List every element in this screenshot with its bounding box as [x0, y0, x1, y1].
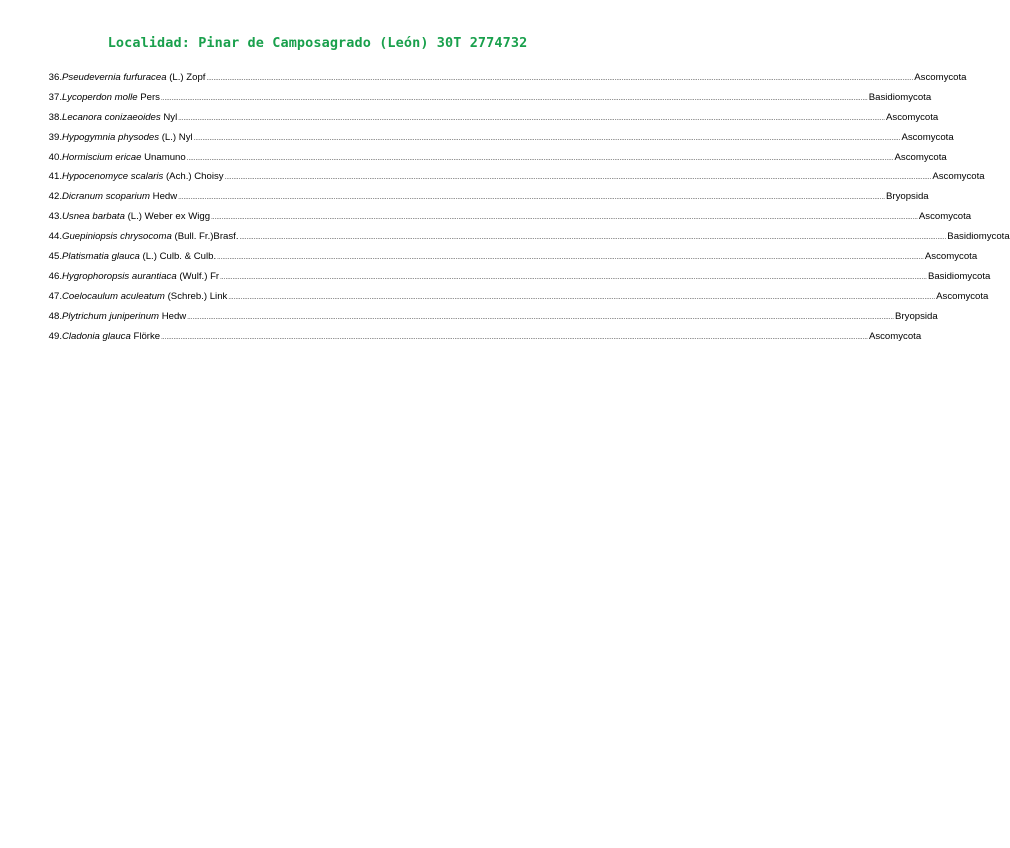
- species-name: [62, 148, 186, 168]
- entry-number: 45.: [48, 251, 62, 263]
- scientific-name: Lecanora conizaeoides: [62, 111, 161, 123]
- list-item: [40, 227, 1010, 247]
- entry-number: 47.: [48, 290, 62, 302]
- author-name: (Schreb.) Link: [164, 290, 228, 302]
- author-name: (Wulf.) Fr: [176, 270, 220, 282]
- list-item: [40, 68, 967, 88]
- taxon-group: Basidiomycota: [947, 231, 1010, 243]
- dot-leader: ................................................................................................................................................................................................................................................................................................................................................................................................................: [178, 115, 886, 122]
- dot-leader: ................................................................................................................................................................................................................................................................................................................................................................................................................: [217, 255, 924, 262]
- entry-number: 37.: [48, 91, 62, 103]
- entry-number: 48.: [48, 310, 62, 322]
- author-name: (L.) Weber ex Wigg: [124, 211, 211, 223]
- species-name: [62, 327, 160, 347]
- list-item: [40, 88, 932, 108]
- species-name: [62, 207, 210, 227]
- author-name: (Bull. Fr.)Brasf.: [171, 231, 239, 243]
- author-name: (L.) Nyl: [159, 131, 193, 143]
- dot-leader: ................................................................................................................................................................................................................................................................................................................................................................................................................: [224, 175, 932, 182]
- species-name: [62, 88, 160, 108]
- dot-leader: ................................................................................................................................................................................................................................................................................................................................................................................................................: [220, 274, 927, 281]
- dot-leader: ................................................................................................................................................................................................................................................................................................................................................................................................................: [206, 76, 914, 82]
- list-item: [40, 307, 938, 327]
- scientific-name: Lycoperdon molle: [62, 91, 138, 103]
- scientific-name: Pseudevernia furfuracea: [62, 72, 167, 83]
- taxon-group: Basidiomycota: [868, 91, 932, 103]
- taxon-group: Ascomycota: [886, 111, 939, 123]
- list-item: [40, 327, 922, 347]
- author-name: Nyl: [160, 111, 178, 123]
- species-name: [62, 128, 193, 148]
- taxon-group: Ascomycota: [918, 211, 972, 223]
- author-name: Unamuno: [141, 151, 186, 163]
- entry-number: 41.: [48, 171, 62, 183]
- dot-leader: ................................................................................................................................................................................................................................................................................................................................................................................................................: [228, 294, 936, 301]
- list-item: [40, 148, 947, 168]
- entry-number: 38.: [48, 111, 62, 123]
- entry-number: 42.: [48, 191, 62, 203]
- list-item: [40, 247, 978, 267]
- dot-leader: ................................................................................................................................................................................................................................................................................................................................................................................................................: [239, 235, 947, 242]
- species-name: [62, 167, 224, 187]
- list-item: [40, 187, 929, 207]
- entry-number: 43.: [48, 211, 62, 223]
- taxon-group: Bryopsida: [895, 310, 938, 322]
- scientific-name: Dicranum scoparium: [62, 191, 150, 203]
- taxon-group: Ascomycota: [914, 72, 967, 83]
- entry-number: 44.: [48, 231, 62, 243]
- species-list: [40, 68, 1010, 346]
- dot-leader: ................................................................................................................................................................................................................................................................................................................................................................................................................: [160, 95, 868, 102]
- taxon-group: Ascomycota: [924, 251, 978, 263]
- species-name: [62, 307, 186, 327]
- author-name: Pers: [137, 91, 160, 103]
- author-name: (L.) Culb. & Culb.: [139, 251, 217, 263]
- author-name: (L.) Zopf: [166, 72, 206, 83]
- taxon-group: Ascomycota: [868, 330, 922, 342]
- scientific-name: Platismatia glauca: [62, 251, 140, 263]
- dot-leader: ................................................................................................................................................................................................................................................................................................................................................................................................................: [178, 195, 885, 202]
- species-name: [62, 267, 219, 287]
- species-name: [62, 68, 205, 88]
- scientific-name: Usnea barbata: [62, 211, 125, 223]
- taxon-group: Ascomycota: [936, 290, 989, 302]
- species-name: [62, 187, 177, 207]
- scientific-name: Hypogymnia physodes: [62, 131, 160, 143]
- taxon-group: Ascomycota: [932, 171, 985, 183]
- taxon-group: Ascomycota: [894, 151, 947, 163]
- author-name: Hedw: [159, 310, 187, 322]
- list-item: [40, 267, 991, 287]
- taxon-group: Basidiomycota: [927, 270, 991, 282]
- taxon-group: Bryopsida: [885, 191, 929, 203]
- species-name: [62, 247, 216, 267]
- taxon-group: Ascomycota: [901, 131, 954, 143]
- entry-number: 36.: [48, 72, 62, 83]
- scientific-name: Cladonia glauca: [62, 330, 131, 342]
- list-item: [40, 287, 989, 307]
- author-name: (Ach.) Choisy: [163, 171, 224, 183]
- species-name: [62, 227, 239, 247]
- scientific-name: Hypocenomyce scalaris: [62, 171, 164, 183]
- scientific-name: Hygrophoropsis aurantiaca: [62, 270, 177, 282]
- scientific-name: Hormiscium ericae: [62, 151, 142, 163]
- list-item: [40, 207, 972, 227]
- species-name: [62, 108, 177, 128]
- author-name: Flörke: [130, 330, 161, 342]
- author-name: Hedw: [149, 191, 178, 203]
- entry-number: 46.: [48, 270, 62, 282]
- species-name: [62, 287, 227, 307]
- dot-leader: ................................................................................................................................................................................................................................................................................................................................................................................................................: [187, 314, 895, 321]
- dot-leader: ................................................................................................................................................................................................................................................................................................................................................................................................................: [211, 215, 918, 222]
- list-item: [40, 108, 939, 128]
- dot-leader: ................................................................................................................................................................................................................................................................................................................................................................................................................: [161, 334, 868, 341]
- entry-number: 39.: [48, 131, 62, 143]
- page-title: Localidad: Pinar de Camposagrado (León) 30T 2774732: [107, 35, 528, 51]
- dot-leader: ................................................................................................................................................................................................................................................................................................................................................................................................................: [193, 135, 901, 142]
- scientific-name: Coelocaulum aculeatum: [62, 290, 165, 302]
- scientific-name: Plytrichum juniperinum: [62, 310, 160, 322]
- scientific-name: Guepiniopsis chrysocoma: [62, 231, 172, 243]
- entry-number: 40.: [48, 151, 62, 163]
- dot-leader: ................................................................................................................................................................................................................................................................................................................................................................................................................: [186, 155, 894, 162]
- entry-number: 49.: [48, 330, 62, 342]
- list-item: [40, 167, 985, 187]
- list-item: [40, 128, 954, 148]
